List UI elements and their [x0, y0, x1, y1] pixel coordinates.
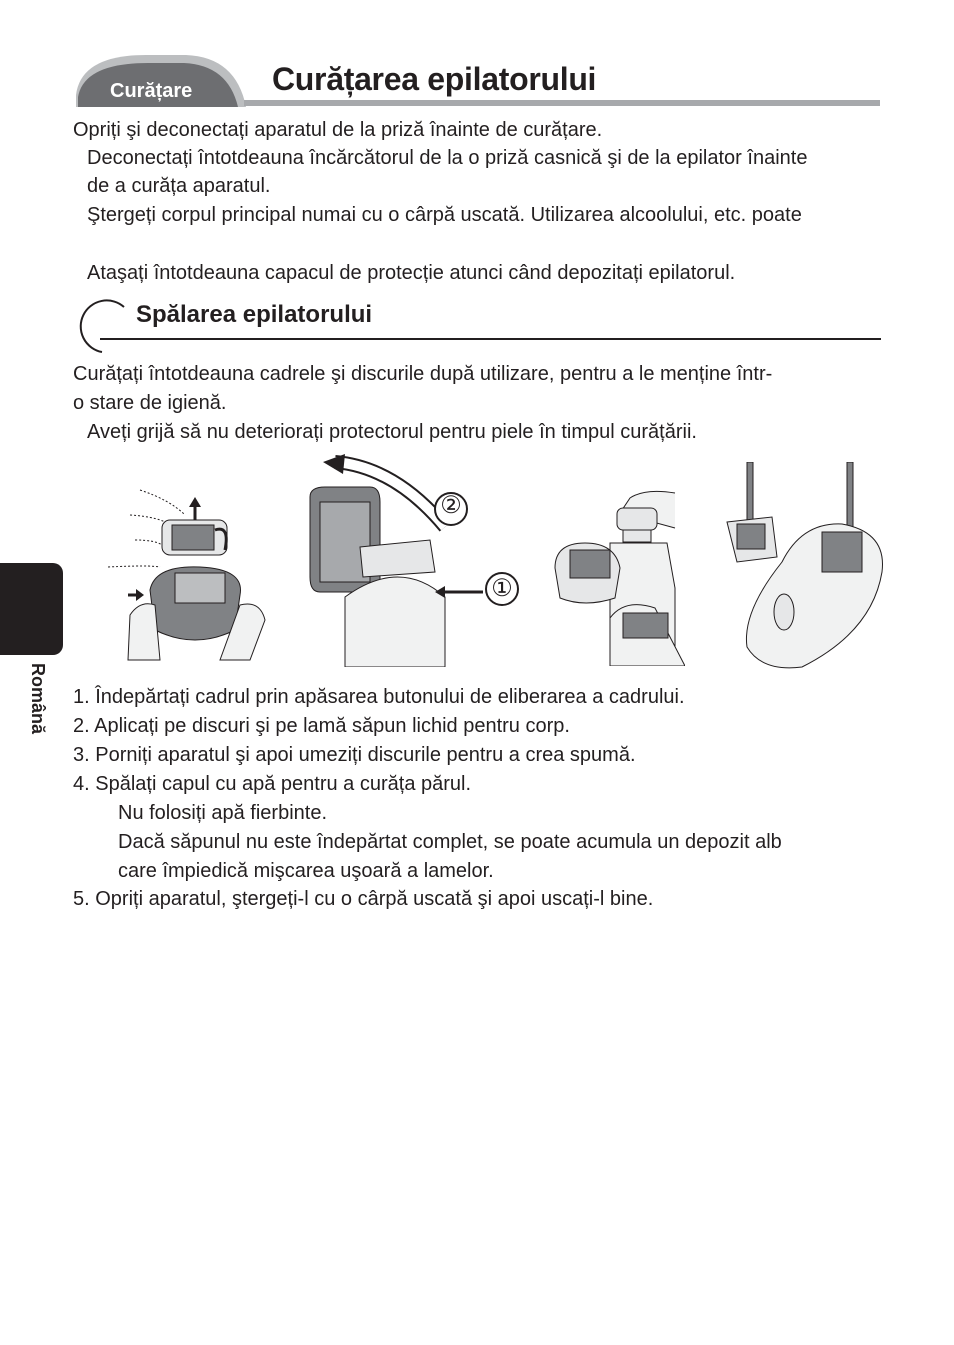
step-1: 1. Îndepărtați cadrul prin apăsarea butonului de eliberarea a cadrului.	[73, 686, 685, 708]
intro-line-2: Deconectați întotdeauna încărcătorul de la o priză casnică şi de la epilator înainte	[87, 147, 808, 169]
section-tab-label: Curățare	[110, 80, 193, 102]
step-4-note-1: Nu folosiți apă fierbinte.	[118, 802, 328, 824]
step-4-note-2: Dacă săpunul nu este îndepărtat complet, se poate acumula un depozit alb	[118, 831, 782, 853]
callout-2: ②	[440, 492, 462, 519]
section-line-3: Aveți grijă să nu deteriorați protectorul pentru piele în timpul curățării.	[87, 421, 697, 443]
illustration-rinse-water	[722, 462, 887, 672]
intro-line-3: de a curăța aparatul.	[87, 175, 271, 197]
step-4-note-3: care împiedică mişcarea uşoară a lamelor.	[118, 860, 494, 882]
step-4: 4. Spălați capul cu apă pentru a curăța părul.	[73, 773, 472, 795]
step-2: 2. Aplicați pe discuri şi pe lamă săpun lichid pentru corp.	[73, 715, 570, 737]
section-bullet-arc	[72, 297, 132, 357]
language-side-label: Română	[28, 663, 48, 735]
illustration-apply-soap	[545, 488, 685, 666]
intro-line-5: Ataşați întotdeauna capacul de protecție atunci când depozitați epilatorul.	[87, 262, 736, 284]
illustration-remove-frame	[100, 455, 270, 665]
intro-line-4: Ştergeți corpul principal numai cu o cârpă uscată. Utilizarea alcoolului, etc. poate	[87, 204, 802, 226]
callout-1: ①	[491, 575, 513, 602]
page-title: Curățarea epilatorului	[272, 61, 597, 97]
intro-line-1: Opriți şi deconectați aparatul de la priză înainte de curățare.	[73, 119, 603, 141]
section-title: Spălarea epilatorului	[136, 301, 373, 328]
section-underline	[100, 338, 881, 340]
step-3: 3. Porniți aparatul şi apoi umeziți discurile pentru a crea spumă.	[73, 744, 636, 766]
section-line-2: o stare de igienă.	[73, 392, 227, 414]
illustration-frame-release	[305, 452, 530, 667]
section-line-1: Curățați întotdeauna cadrele şi discurile după utilizare, pentru a le menține într-	[73, 363, 773, 385]
language-side-tab	[0, 563, 63, 655]
title-underline	[244, 100, 880, 106]
step-5: 5. Opriți aparatul, ştergeți-l cu o cârpă uscată şi apoi uscați-l bine.	[73, 888, 654, 910]
